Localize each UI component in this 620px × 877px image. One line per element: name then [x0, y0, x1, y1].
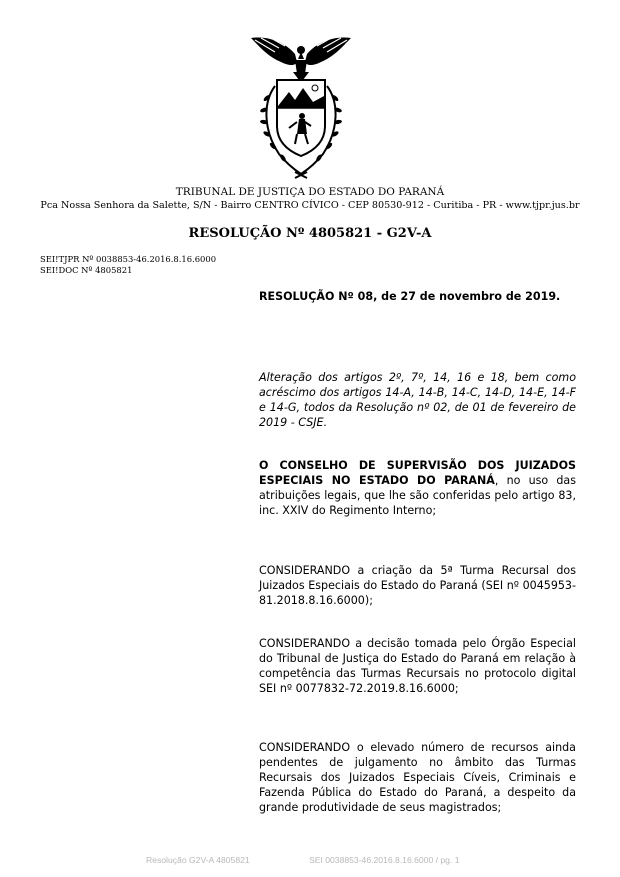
footer-sei-page: SEI 0038853-46.2016.8.16.6000 / pg. 1: [309, 855, 460, 865]
page-footer: [146, 855, 586, 865]
resolution-summary: Alteração dos artigos 2º, 7º, 14, 16 e 18, bem como acréscimo dos artigos 14-A, 14-B, 14-C, 14-D, 14-E, 14-F e 14-G, todos da Resolução nº 02, de 01 de fevereiro de 2019 - CSJE.: [259, 371, 576, 429]
court-name: TRIBUNAL DE JUSTIÇA DO ESTADO DO PARANÁ: [175, 186, 445, 198]
footer-document-ref: Resolução G2V-A 4805821: [146, 855, 250, 865]
considerando-paragraph: CONSIDERANDO a decisão tomada pelo Órgão Especial do Tribunal de Justiça do Estado do Paraná em relação à competência das Turmas Recursais no protocolo digital SEI nº 0077832-72.2019.8.16.6000;: [259, 637, 576, 695]
sei-process-number: SEI!TJPR Nº 0038853-46.2016.8.16.6000: [40, 254, 217, 264]
sei-document-number: SEI!DOC Nº 4805821: [40, 265, 133, 275]
considerando-paragraph: CONSIDERANDO o elevado número de recursos ainda pendentes de julgamento no âmbito das Turmas Recursais dos Juizados Especiais Cíveis, Criminais e Fazenda Pública do Estado do Paraná, a despeito da grande produtividade de seus magistrados;: [259, 741, 576, 814]
council-name: O CONSELHO DE SUPERVISÃO DOS JUIZADOS ESPECIAIS NO ESTADO DO PARANÁ: [259, 459, 576, 487]
parana-coat-of-arms-icon: [245, 30, 357, 182]
document-title: RESOLUÇÃO Nº 4805821 - G2V-A: [188, 226, 432, 241]
resolution-heading: RESOLUÇÃO Nº 08, de 27 de novembro de 2019.: [259, 290, 561, 303]
court-address: Pca Nossa Senhora da Salette, S/N - Bairro CENTRO CÍVICO - CEP 80530-912 - Curitiba - PR - www.tjpr.jus.br: [40, 200, 580, 211]
council-preamble: [259, 459, 576, 519]
considerando-paragraph: CONSIDERANDO a criação da 5ª Turma Recursal dos Juizados Especiais do Estado do Paraná (SEI nº 0045953-81.2018.8.16.6000);: [259, 564, 576, 607]
sei-identifiers: [40, 254, 216, 276]
council-preamble-text: , no uso das atribuições legais, que lhe são conferidas pelo artigo 83, inc. XXIV do Regimento Interno;: [259, 473, 576, 517]
